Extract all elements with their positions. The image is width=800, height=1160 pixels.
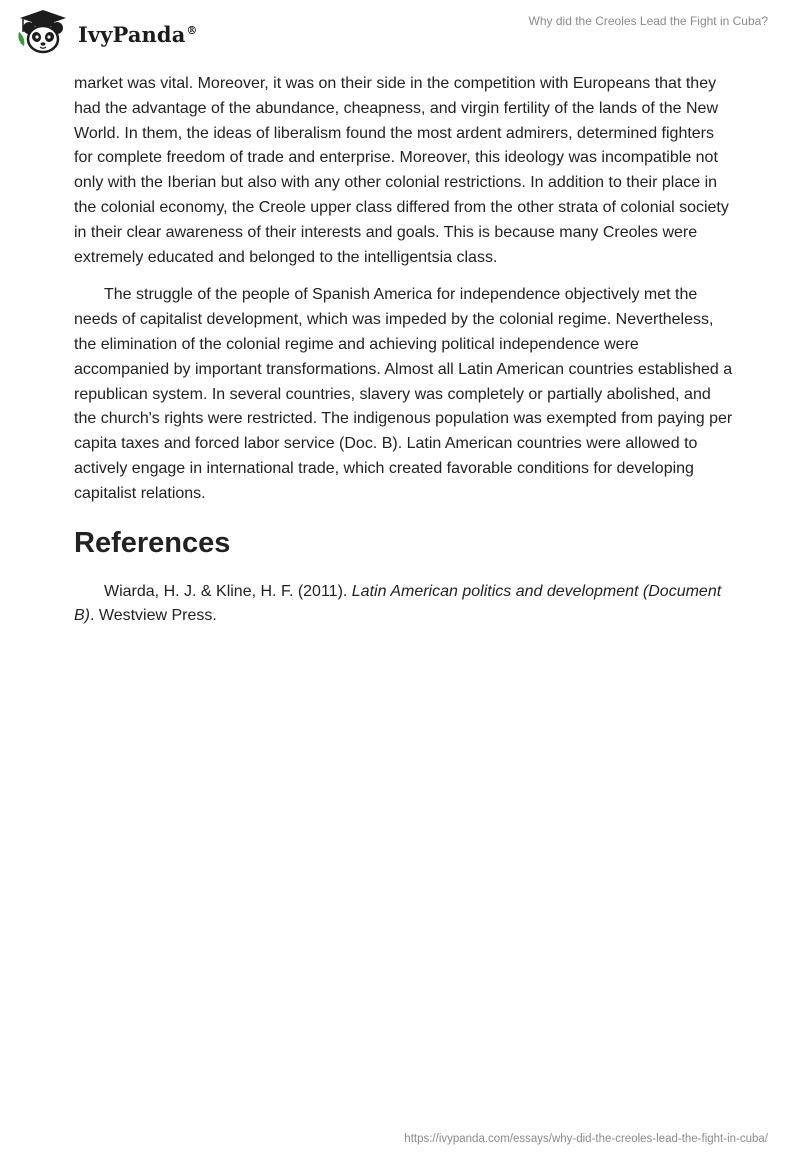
reference-authors-year: Wiarda, H. J. & Kline, H. F. (2011).	[104, 582, 352, 600]
reference-publisher: . Westview Press.	[90, 607, 217, 625]
reference-title: Latin American politics and development (Document B)	[74, 582, 722, 625]
page-header	[0, 0, 800, 64]
body-paragraph-1: market was vital. Moreover, it was on their side in the competition with Europeans that they had the advantage of the abundance, cheapness, and virgin fertility of the lands of the New World. In them, the ideas of liberalism found the most ardent admirers, determined fighters for complete freedom of trade and enterprise. Moreover, this ideology was incompatible not only with the Iberian but also with any other colonial restrictions. In addition to their place in the colonial economy, the Creole upper class differed from the other strata of colonial society in their clear awareness of their interests and goals. This is because many Creoles were extremely educated and belonged to the intelligentsia class.	[74, 75, 729, 266]
references-heading: References	[74, 526, 231, 559]
essay-content	[74, 72, 734, 629]
source-url-link[interactable]: https://ivypanda.com/essays/why-did-the-creoles-lead-the-fight-in-cuba/	[404, 1133, 768, 1145]
reference-entry	[74, 580, 734, 630]
registered-mark: ®	[186, 23, 198, 37]
panda-graduate-icon	[14, 8, 72, 56]
document-title: Why did the Creoles Lead the Fight in Cuba?	[528, 14, 768, 28]
ivypanda-logo[interactable]	[14, 8, 198, 56]
body-paragraph-2: The struggle of the people of Spanish America for independence objectively met the needs of capitalist development, which was impeded by the colonial regime. Nevertheless, the elimination of the colonial regime and achieving political independence were accompanied by important transformations. Almost all Latin American countries established a republican system. In several countries, slavery was completely or partially abolished, and the church's rights were restricted. The indigenous population was exempted from paying per capita taxes and forced labor service (Doc. B). Latin American countries were allowed to actively engage in international trade, which created favorable conditions for developing capitalist relations.	[74, 286, 733, 502]
logo-wordmark: IvyPanda®	[78, 21, 198, 47]
